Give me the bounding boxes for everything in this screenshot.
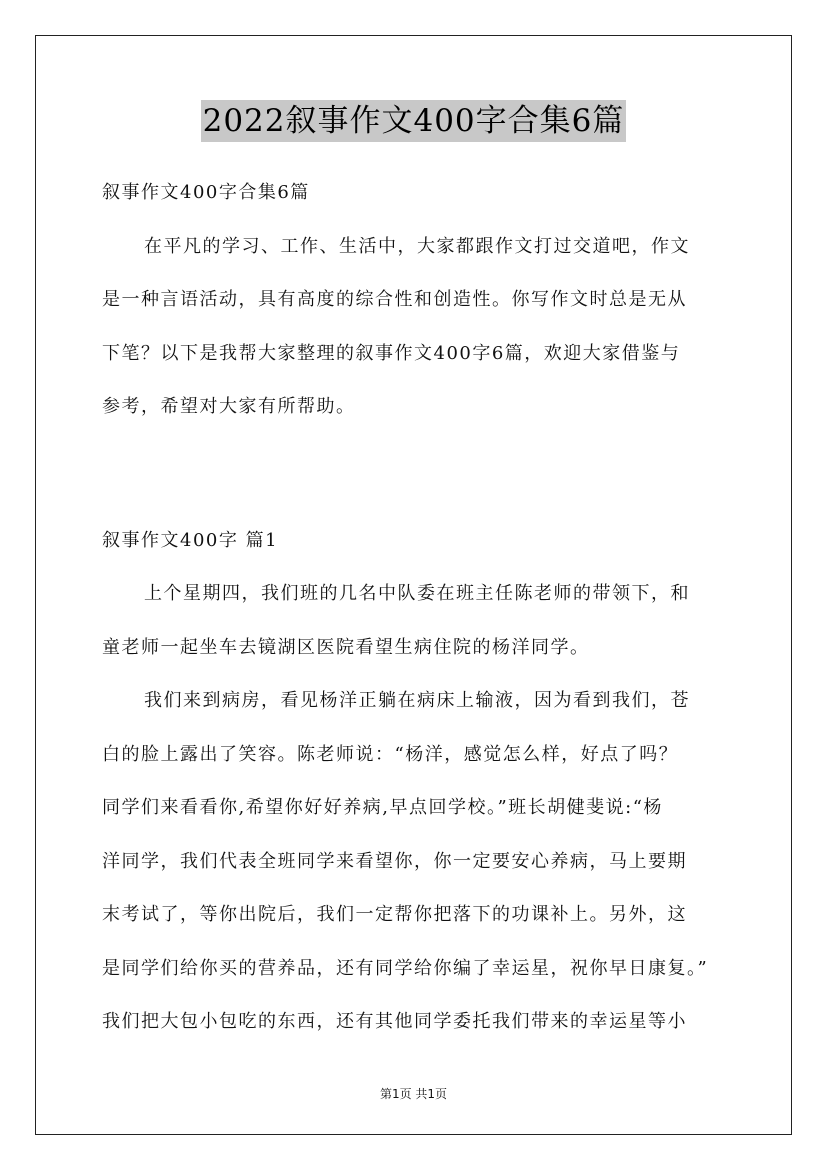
document-title: 2022叙事作文400字合集6篇 <box>201 100 627 142</box>
document-body <box>102 175 732 1058</box>
intro-line: 下笔？以下是我帮大家整理的叙事作文400字6篇，欢迎大家借鉴与 <box>102 342 681 364</box>
paragraph-line: 白的脸上露出了笑容。陈老师说：“杨洋，感觉怎么样，好点了吗？ <box>102 743 679 765</box>
paragraph-line: 洋同学，我们代表全班同学来看望你，你一定要安心养病，马上要期 <box>102 850 687 872</box>
intro-line: 参考，希望对大家有所帮助。 <box>102 396 356 417</box>
section-heading: 叙事作文400字 篇1 <box>102 529 279 551</box>
paragraph-line: 上个星期四，我们班的几名中队委在班主任陈老师的带领下，和 <box>144 583 690 604</box>
paragraph-line: 同学们来看看你,希望你好好养病,早点回学校。”班长胡健斐说:“杨 <box>102 797 663 818</box>
paragraph-line: 是同学们给你买的营养品，还有同学给你编了幸运星，祝你早日康复。” <box>102 957 709 979</box>
paragraph-line: 末考试了，等你出院后，我们一定帮你把落下的功课补上。另外，这 <box>102 904 687 925</box>
page-footer: 第1页 共1页 <box>379 1087 448 1101</box>
title-container <box>0 100 827 142</box>
paragraph-line: 我们来到病房，看见杨洋正躺在病床上输液，因为看到我们，苍 <box>144 690 690 711</box>
section-spacer <box>102 443 732 523</box>
intro-line: 在平凡的学习、工作、生活中，大家都跟作文打过交道吧，作文 <box>144 235 690 257</box>
intro-line: 是一种言语活动，具有高度的综合性和创造性。你写作文时总是无从 <box>102 289 687 310</box>
paragraph-line: 童老师一起坐车去镜湖区医院看望生病住院的杨洋同学。 <box>102 636 590 658</box>
subtitle: 叙事作文400字合集6篇 <box>102 182 310 203</box>
paragraph-line: 我们把大包小包吃的东西，还有其他同学委托我们带来的幸运星等小 <box>102 1011 687 1032</box>
